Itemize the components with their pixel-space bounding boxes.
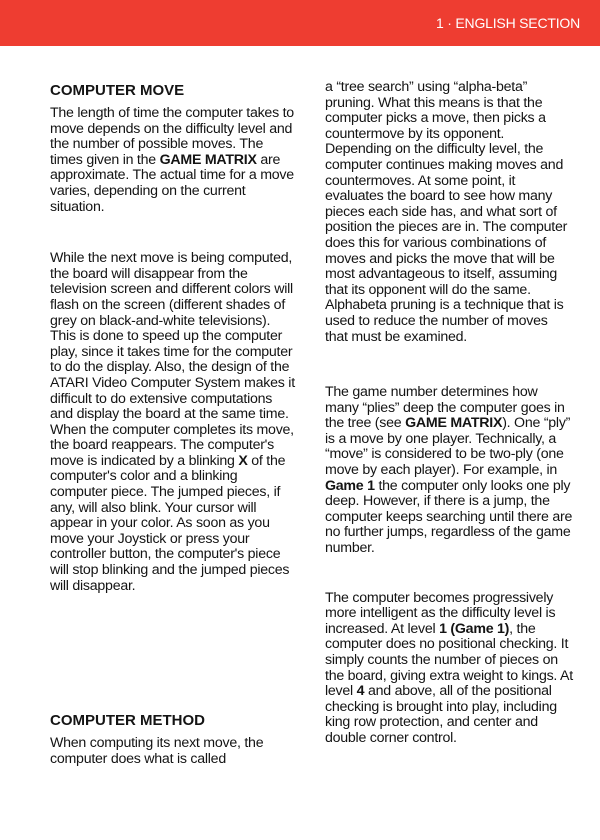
left-column [50,82,298,767]
paragraph-game-number: The game number determines how many “plies” deep the computer goes in the tree (see GAME MATRIX). One “ply” is a move by one player. Technically, a “move” is considered to be two-ply (one move by each player). For example, in Game 1 the computer only looks one ply deep. However, if there is a jump, the computer keeps searching until there are no further jumps, regardless of the game number. [325,384,573,557]
heading-computer-method: COMPUTER METHOD [50,712,205,730]
paragraph-computing-display: While the next move is being computed, the board will disappear from the television screen and different colors will flash on the screen (different shades of grey on black-and-white televisions). This is done to speed up the computer play, since it takes time for the computer to do the display. Also, the design of the ATARI Video Computer System makes it difficult to do extensive computations and display the board at the same time. When the computer completes its move, the board reappears. The computer's move is indicated by a blinking X of the computer's color and a blinking computer piece. The jumped pieces, if any, will also blink. Your cursor will appear in your color. As soon as you move your Joystick or press your controller button, the computer's piece will stop blinking and the jumped pieces will disappear. [50,250,295,594]
heading-computer-move: COMPUTER MOVE [50,82,185,99]
section-label: 1 · ENGLISH SECTION [435,15,580,31]
paragraph-method-intro: When computing its next move, the computer does what is called [50,735,264,767]
paragraph-tree-search: a “tree search” using “alpha-beta” pruning. What this means is that the computer picks a move, then picks a countermove by its opponent. Depending on the difficulty level, the computer continues making moves and countermoves. At some point, it evaluates the board to see how many pieces each side has, and what sort of position the pieces are in. The computer does this for various combinations of moves and picks the move that will be most advantageous to itself, assuming that its opponent will do the same. Alphabeta pruning is a technique that is used to reduce the number of moves that must be examined. [325,79,568,345]
paragraph-move-time: The length of time the computer takes to move depends on the difficulty level and the number of possible moves. The times given in the GAME MATRIX are approximate. The actual time for a move varies, depending on the current situation. [50,105,294,215]
right-column [325,80,573,747]
paragraph-difficulty-level: The computer becomes progressively more intelligent as the difficulty level is increased. At level 1 (Game 1), the computer does no positional checking. It simply counts the number of pieces on the board, giving extra weight to kings. At level 4 and above, all of the positional checking is brought into play, including king row protection, and center and double corner control. [325,589,573,746]
section-header-bar [0,0,600,46]
